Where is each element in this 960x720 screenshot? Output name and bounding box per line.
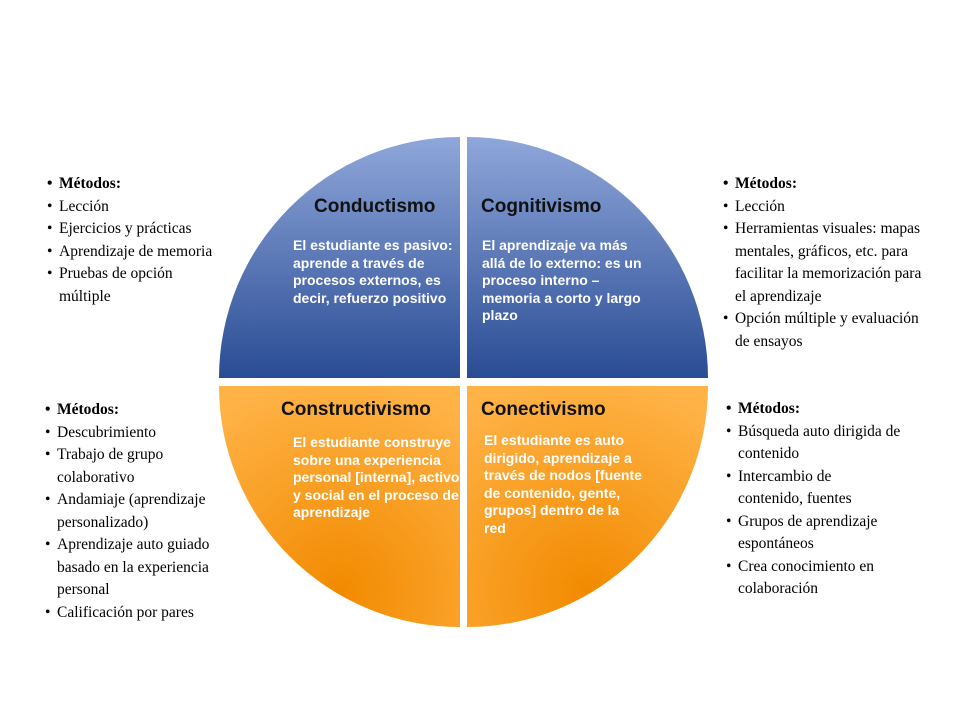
method-item: • Andamiaje (aprendizaje personalizado)	[45, 489, 250, 534]
method-item: • Lección	[47, 196, 247, 219]
methods-heading: • Métodos:	[723, 173, 935, 196]
method-item: • Trabajo de grupo colaborativo	[45, 444, 227, 489]
quadrant-title-conectivismo: Conectivismo	[481, 399, 606, 420]
method-item: • Lección	[723, 196, 935, 219]
quadrant-title-conductismo: Conductismo	[314, 196, 436, 217]
quadrant-text-cognitivismo: El aprendizaje va más allá de lo externo: es un proceso interno – memoria a corto y largo plazo	[482, 237, 642, 323]
methods-constructivismo	[45, 399, 250, 624]
quadrant-title-cognitivismo: Cognitivismo	[481, 196, 602, 217]
quadrant-text-conectivismo: El estudiante es auto dirigido, aprendizaje a través de nodos [fuente de contenido, gente, grupos] dentro de la red	[484, 432, 642, 536]
method-item: • Calificación por pares	[45, 602, 250, 625]
method-item: • Búsqueda auto dirigida de contenido	[726, 421, 926, 466]
methods-heading: • Métodos:	[45, 399, 250, 422]
methods-conductismo	[47, 173, 247, 308]
method-item: • Opción múltiple y evaluación de ensayos	[723, 308, 920, 353]
methods-cognitivismo	[723, 173, 935, 353]
method-item: • Pruebas de opción múltiple	[47, 263, 209, 308]
methods-heading: • Métodos:	[47, 173, 247, 196]
method-item: • Descubrimiento	[45, 422, 250, 445]
method-item: • Herramientas visuales: mapas mentales, gráficos, etc. para facilitar la memorización para el aprendizaje	[723, 218, 935, 308]
methods-conectivismo	[726, 398, 926, 601]
method-item: • Crea conocimiento en colaboración	[726, 556, 913, 601]
method-item: • Grupos de aprendizaje espontáneos	[726, 511, 926, 556]
method-item: • Intercambio de contenido, fuentes	[726, 466, 898, 511]
methods-heading: • Métodos:	[726, 398, 926, 421]
quadrant-text-conductismo: El estudiante es pasivo: aprende a través de procesos externos, es decir, refuerzo positivo	[293, 237, 453, 306]
method-item: • Ejercicios y prácticas	[47, 218, 247, 241]
quadrant-text-constructivismo: El estudiante construye sobre una experiencia personal [interna], activo y social en el proceso de aprendizaje	[293, 434, 460, 520]
quadrant-title-constructivismo: Constructivismo	[281, 399, 431, 420]
method-item: • Aprendizaje de memoria	[47, 241, 247, 264]
method-item: • Aprendizaje auto guiado basado en la experiencia personal	[45, 534, 250, 602]
